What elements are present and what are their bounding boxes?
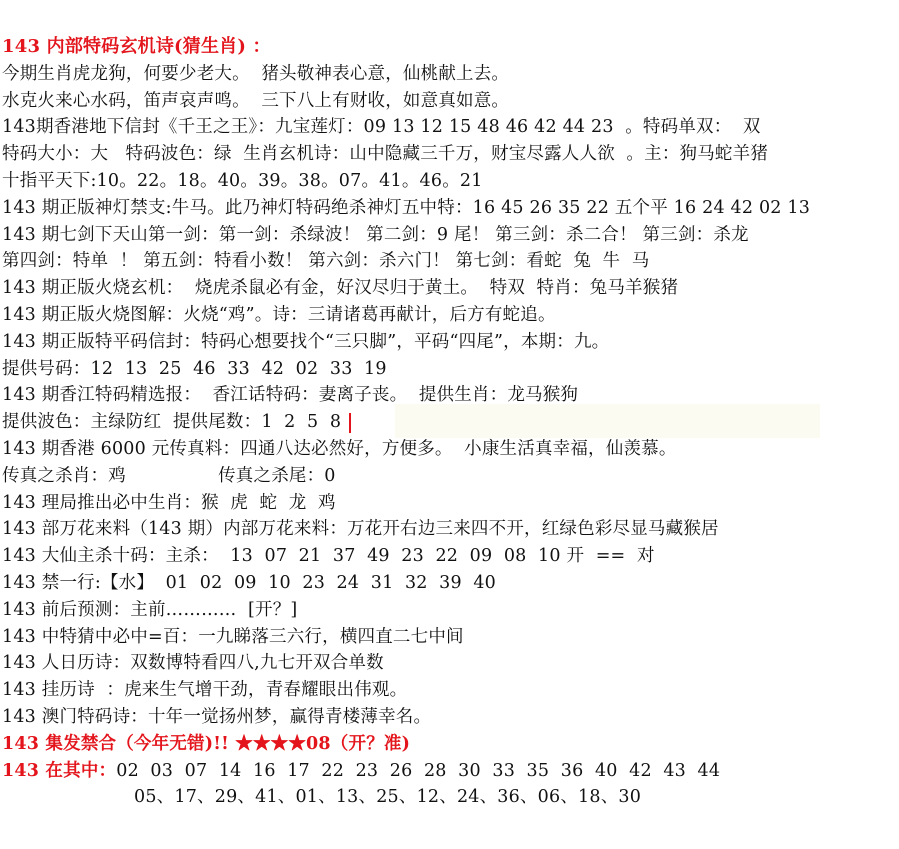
text-line: 今期生肖虎龙狗，何要少老大。 猪头敬神表心意，仙桃献上去。 [2, 63, 510, 84]
text-line: 十指平天下:10。22。18。40。39。38。07。41。46。21 [2, 170, 483, 191]
text-line: 143 大仙主杀十码：主杀： 13 07 21 37 49 23 22 09 08 10 开 == 对 [2, 546, 655, 567]
text-line: 143 人日历诗：双数博特看四八,九七开双合单数 [2, 653, 384, 674]
text-line: 143 前后预测：主前………… [开？] [2, 599, 298, 620]
zhong-label: 143 在其中： [2, 760, 117, 781]
text-line: 特码大小：大 特码波色：绿 生肖玄机诗：山中隐藏三千万，财宝尽露人人欲 。主：狗马蛇羊猪 [2, 144, 769, 165]
text-line: 143 期香港 6000 元传真料：四通八达必然好，方便多。 小康生活真幸福，仙羡慕。 [2, 438, 677, 459]
text-line: 提供号码：12 13 25 46 33 42 02 33 19 [2, 358, 387, 379]
text-line: 143期香港地下信封《千王之王》：九宝莲灯：09 13 12 15 48 46 42 44 23 。特码单双： 双 [2, 117, 761, 138]
zhong-line [0, 758, 899, 785]
text-line: 143 期正版火烧玄机： 烧虎杀鼠必有金，好汉尽归于黄土。 特双 特肖：兔马羊猴猪 [2, 278, 679, 299]
text-line: 传真之杀肖：鸡 传真之杀尾：0 [2, 465, 336, 486]
zhong-numbers-second: 05、17、29、41、01、13、25、12、24、36、06、18、30 [134, 787, 642, 808]
text-line: 143 期七剑下天山第一剑：第一剑：杀绿波！ 第二剑：9 尾！ 第三剑：杀二合！ 第三剑：杀龙 [2, 224, 749, 245]
text-line: 143 禁一行:【水】 01 02 09 10 23 24 31 32 39 40 [2, 572, 496, 593]
zhong-numbers: 02 03 07 14 16 17 22 23 26 28 30 33 35 36 40 42 43 44 [116, 760, 721, 781]
text-line: 水克火来心水码，笛声哀声鸣。 三下八上有财收，如意真如意。 [2, 90, 510, 111]
text-line: 143 期正版火烧图解：火烧“鸡”。诗：三请诸葛再献计，后方有蛇追。 [2, 304, 556, 325]
text-cursor [349, 413, 351, 433]
text-line: 143 挂历诗 ：虎来生气增干劲，青春耀眼出伟观。 [2, 680, 408, 701]
text-line: 提供波色：主绿防红 提供尾数：1 2 5 8 [2, 412, 342, 433]
page-title: 143 内部特码玄机诗(猜生肖) ： [2, 36, 271, 57]
text-line: 143 部万花来料（143 期）内部万花来料：万花开右边三来四不开，红绿色彩尽显马藏猴居 [2, 519, 719, 540]
text-line: 143 期正版神灯禁支:牛马。此乃神灯特码绝杀神灯五中特：16 45 26 35 22 五个平 16 24 42 02 13 [2, 197, 811, 218]
text-line: 143 理局推出必中生肖：猴 虎 蛇 龙 鸡 [2, 492, 336, 513]
text-line: 143 期正版特平码信封：特码心想要找个“三只脚”，平码“四尾”，本期：九。 [2, 331, 610, 352]
document-body [0, 34, 899, 811]
text-line: 143 中特猜中必中=百：一九睇落三六行，横四直二七中间 [2, 626, 464, 647]
text-line: 第四剑：特单 ！ 第五剑：特看小数！ 第六剑：杀六门！ 第七剑：看蛇 兔 牛 马 [2, 251, 650, 272]
text-line-with-caret[interactable] [0, 409, 899, 436]
text-line: 143 期香江特码精选报： 香江话特码：妻离子丧。 提供生肖：龙马猴狗 [2, 385, 579, 406]
highlight-line: 143 集发禁合（今年无错)!! ★★★★08（开？准) [2, 733, 411, 754]
text-line: 143 澳门特码诗：十年一觉扬州梦，赢得青楼薄幸名。 [2, 706, 432, 727]
